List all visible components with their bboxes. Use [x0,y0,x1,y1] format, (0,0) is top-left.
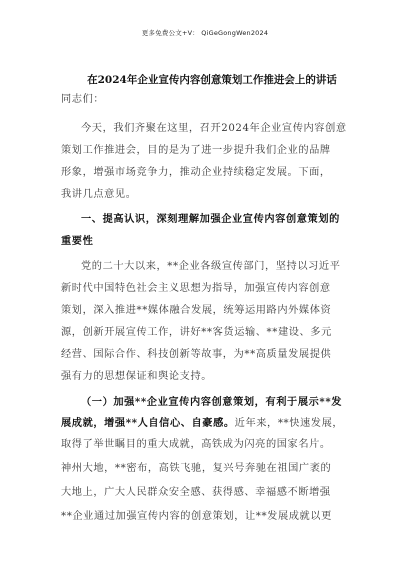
salutation: 同志们： [61,94,105,105]
body-text: 近年来，**快速发展， [234,418,344,429]
section-heading-cont: 重要性 [61,235,94,247]
speech-title: 在2024年企业宣传内容创意策划工作推进会上的讲话 [87,74,337,86]
mixed-line [61,415,353,431]
body-line: 大地上，广大人民群众安全感、获得感、幸福感不断增强 [61,487,331,498]
body-line: 取得了举世瞩目的重大成就，高铁成为闪亮的国家名片。 [61,439,331,450]
body-line: 党的二十大以来，**企业各级宣传部门，坚持以习近平 [81,261,341,272]
subsection-heading: （一）加强**企业宣传内容创意策划，有利于展示**发 [81,396,343,408]
body-line: 策划，深入推进**媒体融合发展，统筹运用路内外媒体资 [61,305,332,316]
section-heading: 一、提高认识，深刻理解加强企业宣传内容创意策划的 [81,213,340,225]
body-line: 强有力的思想保证和舆论支持。 [61,371,213,382]
body-line: **企业通过加强宣传内容的创意策划，让**发展成就以更 [61,511,332,522]
body-line: 策划工作推进会，目的是为了进一步提升我们企业的品牌 [61,145,331,156]
body-line: 形象，增强市场竞争力，推动企业持续稳定发展。下面， [61,167,331,178]
page-header: 更多免费公文+V： QiGeGongWen2024 [141,29,269,37]
subsection-heading-cont: 展成就，增强**人自信心、自豪感。 [61,417,235,429]
body-line: 我讲几点意见。 [61,189,137,200]
body-line: 今天，我们齐聚在这里，召开2024年企业宣传内容创意 [81,123,347,134]
body-line: 神州大地，**密布，高铁飞驰，复兴号奔驰在祖国广袤的 [61,463,332,474]
body-line: 源，创新开展宣传工作，讲好**客货运输、**建设、多元 [61,327,332,338]
body-line: 经营、国际合作、科技创新等故事，为**高质量发展提供 [61,349,332,360]
body-line: 新时代中国特色社会主义思想为指导，加强宣传内容创意 [61,283,331,294]
